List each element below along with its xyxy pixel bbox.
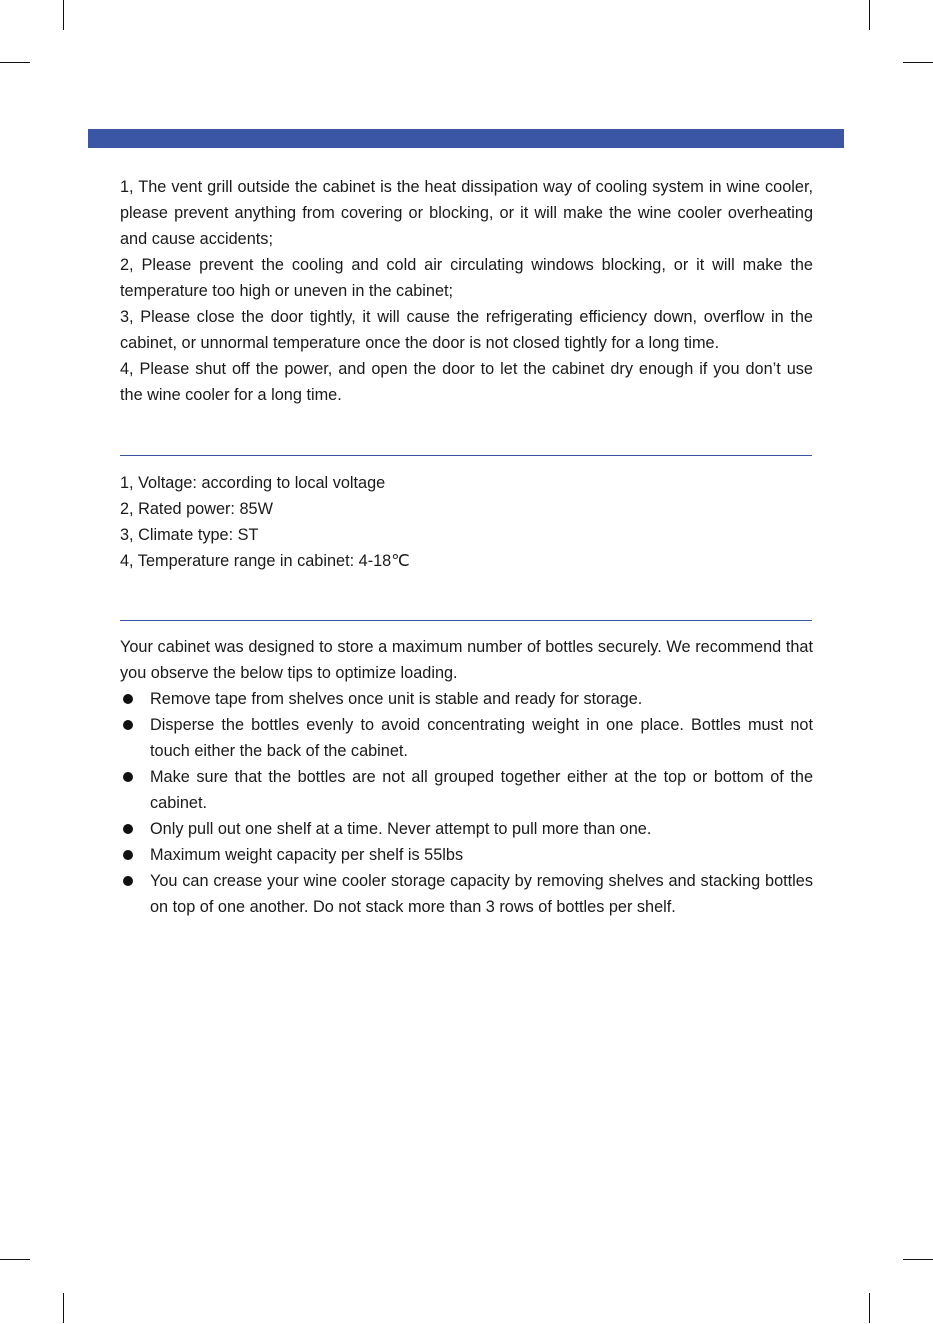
crop-mark-top-left-horizontal (0, 62, 30, 63)
bullet-icon (123, 694, 133, 704)
list-item (120, 868, 813, 920)
specs-section (120, 470, 813, 574)
list-item-text: Make sure that the bottles are not all grouped together either at the top or bottom of the cabinet. (150, 768, 813, 812)
list-item (120, 816, 813, 842)
crop-mark-bottom-left-vertical (63, 1293, 64, 1323)
list-item-text: Remove tape from shelves once unit is stable and ready for storage. (150, 690, 643, 708)
bullet-icon (123, 876, 133, 886)
crop-mark-top-right-vertical (869, 0, 870, 30)
maintenance-item: 4, Please shut off the power, and open the door to let the cabinet dry enough if you don’t use the wine cooler for a long time. (120, 360, 813, 404)
bullet-icon (123, 850, 133, 860)
crop-mark-bottom-right-horizontal (903, 1259, 933, 1260)
list-item (120, 842, 813, 868)
loading-tips-list (120, 686, 813, 920)
list-item-text: Maximum weight capacity per shelf is 55lbs (150, 846, 464, 864)
loading-intro (120, 634, 813, 686)
maintenance-item: 3, Please close the door tightly, it will cause the refrigerating efficiency down, overflow in the cabinet, or unnormal temperature once the door is not closed tightly for a long time. (120, 308, 813, 352)
crop-mark-top-left-vertical (63, 0, 64, 30)
list-item (120, 712, 813, 764)
maintenance-item: 1, The vent grill outside the cabinet is the heat dissipation way of cooling system in wine cooler, please prevent anything from covering or blocking, or it will make the wine cooler overheating and cause accidents; (120, 178, 813, 248)
list-item-text: You can crease your wine cooler storage capacity by removing shelves and stacking bottles on top of one another. Do not stack more than 3 rows of bottles per shelf. (150, 872, 813, 916)
spec-item: 4, Temperature range in cabinet: 4-18℃ (120, 552, 410, 570)
loading-intro-text: Your cabinet was designed to store a maximum number of bottles securely. We recommend that you observe the below tips to optimize loading. (120, 638, 813, 682)
bullet-icon (123, 772, 133, 782)
maintenance-section (120, 174, 813, 408)
list-item-text: Only pull out one shelf at a time. Never attempt to pull more than one. (150, 820, 652, 838)
list-item (120, 686, 813, 712)
section-header-bar (88, 129, 844, 148)
maintenance-item: 2, Please prevent the cooling and cold air circulating windows blocking, or it will make the temperature too high or uneven in the cabinet; (120, 256, 813, 300)
crop-mark-bottom-right-vertical (869, 1293, 870, 1323)
section-divider (120, 620, 812, 621)
list-item-text: Disperse the bottles evenly to avoid concentrating weight in one place. Bottles must not touch either the back of the cabinet. (150, 716, 813, 760)
bullet-icon (123, 720, 133, 730)
spec-item: 1, Voltage: according to local voltage (120, 474, 386, 492)
list-item (120, 764, 813, 816)
crop-mark-bottom-left-horizontal (0, 1259, 30, 1260)
bullet-icon (123, 824, 133, 834)
spec-item: 2, Rated power: 85W (120, 500, 273, 518)
spec-item: 3, Climate type: ST (120, 526, 259, 544)
crop-mark-top-right-horizontal (903, 62, 933, 63)
section-divider (120, 455, 812, 456)
